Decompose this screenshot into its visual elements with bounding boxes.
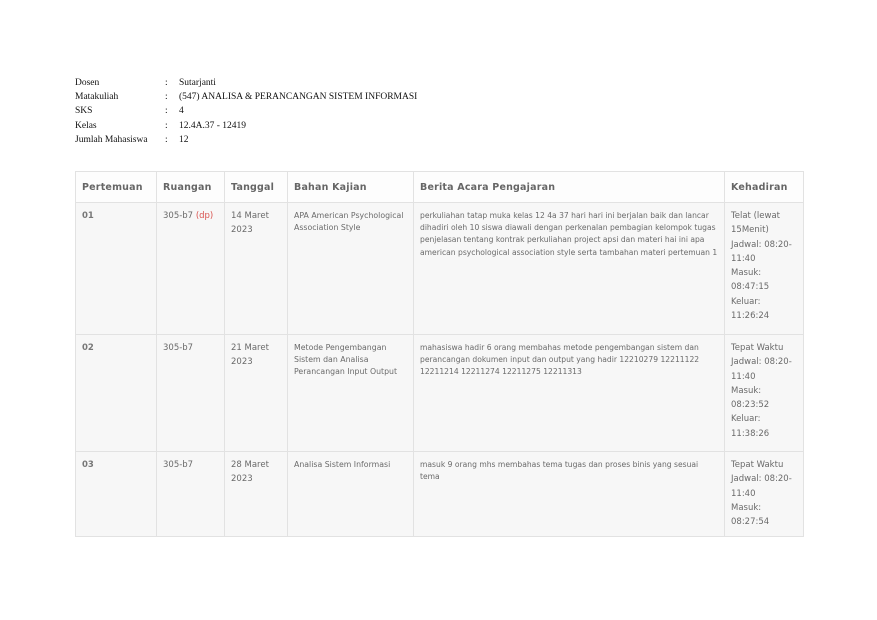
cell-bahan-kajian: Metode Pengembangan Sistem dan Analisa Perancangan Input Output bbox=[288, 335, 414, 452]
cell-ruangan bbox=[157, 335, 225, 452]
cell-kehadiran bbox=[725, 452, 804, 537]
attendance-schedule: Jadwal: 08:20-11:40 bbox=[731, 474, 792, 499]
table-row bbox=[76, 452, 804, 537]
cell-tanggal: 14 Maret 2023 bbox=[225, 203, 288, 335]
cell-pertemuan: 03 bbox=[76, 452, 157, 537]
attendance-in: Masuk: 08:23:52 bbox=[731, 385, 770, 411]
cell-bahan-kajian: Analisa Sistem Informasi bbox=[288, 452, 414, 537]
info-value: 12 bbox=[179, 134, 189, 145]
attendance-out: Keluar: 11:26:24 bbox=[731, 296, 770, 322]
cell-tanggal: 28 Maret 2023 bbox=[225, 452, 288, 537]
attendance-schedule: Jadwal: 08:20-11:40 bbox=[731, 357, 792, 382]
header-tanggal: Tanggal bbox=[225, 172, 288, 203]
table-row bbox=[76, 335, 804, 452]
info-separator: : bbox=[165, 92, 168, 103]
info-separator: : bbox=[165, 78, 168, 88]
info-label: Kelas bbox=[75, 120, 97, 131]
info-value: Sutarjanti bbox=[179, 78, 216, 88]
header-ruangan: Ruangan bbox=[157, 172, 225, 203]
info-value: 12.4A.37 - 12419 bbox=[179, 120, 247, 131]
info-row-matakuliah bbox=[75, 90, 417, 104]
cell-pertemuan: 01 bbox=[76, 203, 157, 335]
info-row-kelas bbox=[75, 119, 417, 133]
table-header-row bbox=[76, 172, 804, 203]
info-row-jumlah-mahasiswa bbox=[75, 133, 417, 147]
info-label: SKS bbox=[75, 106, 93, 117]
header-kehadiran: Kehadiran bbox=[725, 172, 804, 203]
cell-berita-acara: mahasiswa hadir 6 orang membahas metode pengembangan sistem dan perancangan dokumen input dan output yang hadir 12210279 12211122 12211214 12211274 12211275 12211313 bbox=[414, 335, 725, 452]
cell-berita-acara: masuk 9 orang mhs membahas tema tugas dan proses binis yang sesuai tema bbox=[414, 452, 725, 537]
attendance-schedule: Jadwal: 08:20-11:40 bbox=[731, 239, 792, 264]
cell-ruangan bbox=[157, 203, 225, 335]
cell-tanggal: 21 Maret 2023 bbox=[225, 335, 288, 452]
header-berita-acara: Berita Acara Pengajaran bbox=[414, 172, 725, 203]
course-info bbox=[75, 76, 417, 147]
cell-kehadiran bbox=[725, 335, 804, 452]
info-label: Jumlah Mahasiswa bbox=[75, 134, 148, 145]
info-label: Dosen bbox=[75, 78, 100, 88]
info-row-dosen bbox=[75, 76, 417, 90]
attendance-table bbox=[75, 171, 804, 537]
table-row bbox=[76, 203, 804, 335]
header-bahan-kajian: Bahan Kajian bbox=[288, 172, 414, 203]
room-code: 305-b7 bbox=[163, 460, 194, 470]
room-code: 305-b7 bbox=[163, 211, 194, 221]
info-separator: : bbox=[165, 134, 168, 145]
info-separator: : bbox=[165, 120, 168, 131]
attendance-status: Telat (lewat 15Menit) bbox=[731, 211, 780, 236]
attendance-in: Masuk: 08:47:15 bbox=[731, 268, 770, 293]
room-note: (dp) bbox=[195, 211, 214, 221]
header-pertemuan: Pertemuan bbox=[76, 172, 157, 203]
attendance-in: Masuk: 08:27:54 bbox=[731, 502, 770, 528]
room-code: 305-b7 bbox=[163, 343, 194, 353]
info-label: Matakuliah bbox=[75, 92, 119, 103]
info-separator: : bbox=[165, 106, 168, 117]
cell-berita-acara: perkuliahan tatap muka kelas 12 4a 37 hari hari ini berjalan baik dan lancar dihadiri oleh 10 siswa diawali dengan perkenalan pembagian kelompok tugas penjelasan tentang kontrak perkuliahan project apsi dan materi hai ini apa american psychological association style serta tambahan materi pertemuan 1 bbox=[414, 203, 725, 335]
attendance-status: Tepat Waktu bbox=[731, 460, 784, 470]
cell-ruangan bbox=[157, 452, 225, 537]
info-value: 4 bbox=[179, 106, 184, 117]
info-value: (547) ANALISA & PERANCANGAN SISTEM INFORMASI bbox=[179, 92, 418, 103]
cell-kehadiran bbox=[725, 203, 804, 335]
cell-bahan-kajian: APA American Psychological Association Style bbox=[288, 203, 414, 335]
attendance-out: Keluar: 11:38:26 bbox=[731, 414, 770, 439]
cell-pertemuan: 02 bbox=[76, 335, 157, 452]
info-row-sks bbox=[75, 104, 417, 118]
attendance-status: Tepat Waktu bbox=[731, 343, 784, 353]
